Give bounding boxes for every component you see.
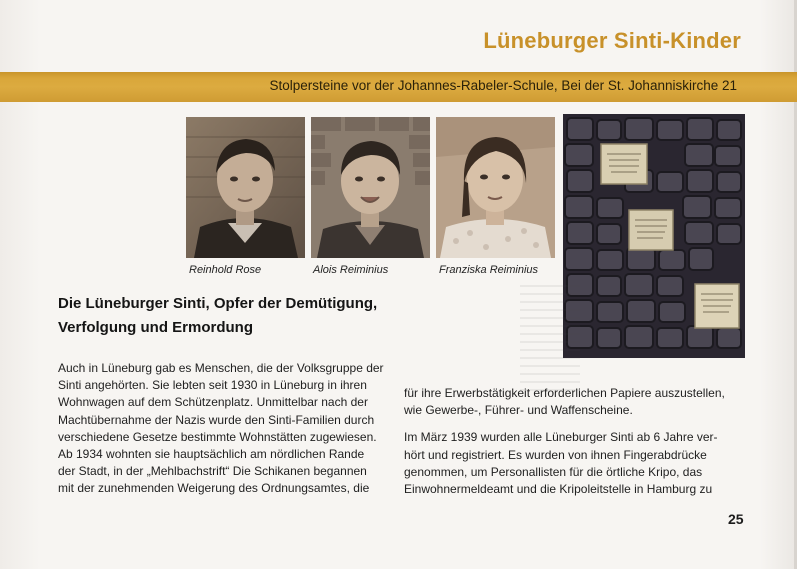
body-line: für ihre Erwerbstätigkeit erforderlichen Papiere auszustellen, [404,386,725,400]
photo-franziska-reiminius [436,117,555,258]
body-line: Ab 1934 wohnten sie hauptsächlich am nördlichen Rande [58,447,365,462]
photo-alois-reiminius [311,117,430,258]
body-line: genommen, um Personallisten für die örtliche Kripo, das [404,464,703,479]
body-line: Im März 1939 wurden alle Lüneburger Sinti ab 6 Jahre ver- [404,430,718,445]
page-title: Lüneburger Sinti-Kinder [483,28,741,53]
bleed-through-shadow [520,285,580,395]
body-line: Sinti angehörten. Sie lebten seit 1930 in Lüneburg in ihren [58,378,367,393]
body-line: verschiedene Gesetze bestimmte Wohnstätten zugewiesen. [58,429,377,444]
heading-line-1: Die Lüneburger Sinti, Opfer der Demütigung, [58,295,378,312]
caption-reinhold-rose: Reinhold Rose [189,264,262,276]
caption-alois-reiminius: Alois Reiminius [313,264,389,276]
body-column-left [58,360,384,498]
portrait-boy-photo [311,117,430,258]
body-line: wie Gewerbe-, Führer- und Waffenscheine. [404,403,633,418]
portrait-boy-photo [186,117,305,258]
section-heading [58,292,377,340]
stolpersteine-photo [563,114,745,358]
body-paragraph [404,429,725,498]
page-number: 25 [728,511,744,527]
stolperstein-plaque-3 [695,284,739,328]
stolpersteine-cobblestone-photo [563,114,745,358]
portrait-girl-photo [436,117,555,258]
body-line: Machtübernahme der Nazis wurde den Sinti-Familien durch [58,412,375,427]
caption-franziska-reiminius: Franziska Reiminius [439,264,539,276]
subtitle-band [0,72,797,102]
heading-line-2: Verfolgung und Ermordung [58,319,253,336]
body-line: Auch in Lüneburg gab es Menschen, die der Volksgruppe der [58,361,384,375]
body-line: Wohnwagen auf dem Schützenplatz. Unmittelbar nach der [58,395,368,410]
body-line: mit der zunehmenden Weigerung des Ordnungsamtes, die [58,481,370,496]
stolperstein-plaque-1 [601,144,647,184]
body-line: hört und registriert. Es wurden von ihnen Fingerabdrücke [404,447,707,462]
body-paragraph [404,385,725,419]
body-column-right [404,385,725,508]
stolperstein-plaque-2 [629,210,673,250]
body-line: der Stadt, in der „Mehlbachstrift“ Die Schikanen begannen [58,464,367,479]
subtitle-text: Stolpersteine vor der Johannes-Rabeler-Schule, Bei der St. Johanniskirche 21 [269,78,737,93]
body-line: Einwohnermeldeamt und die Kripoleitstelle in Hamburg zu [404,482,713,497]
photo-reinhold-rose [186,117,305,258]
